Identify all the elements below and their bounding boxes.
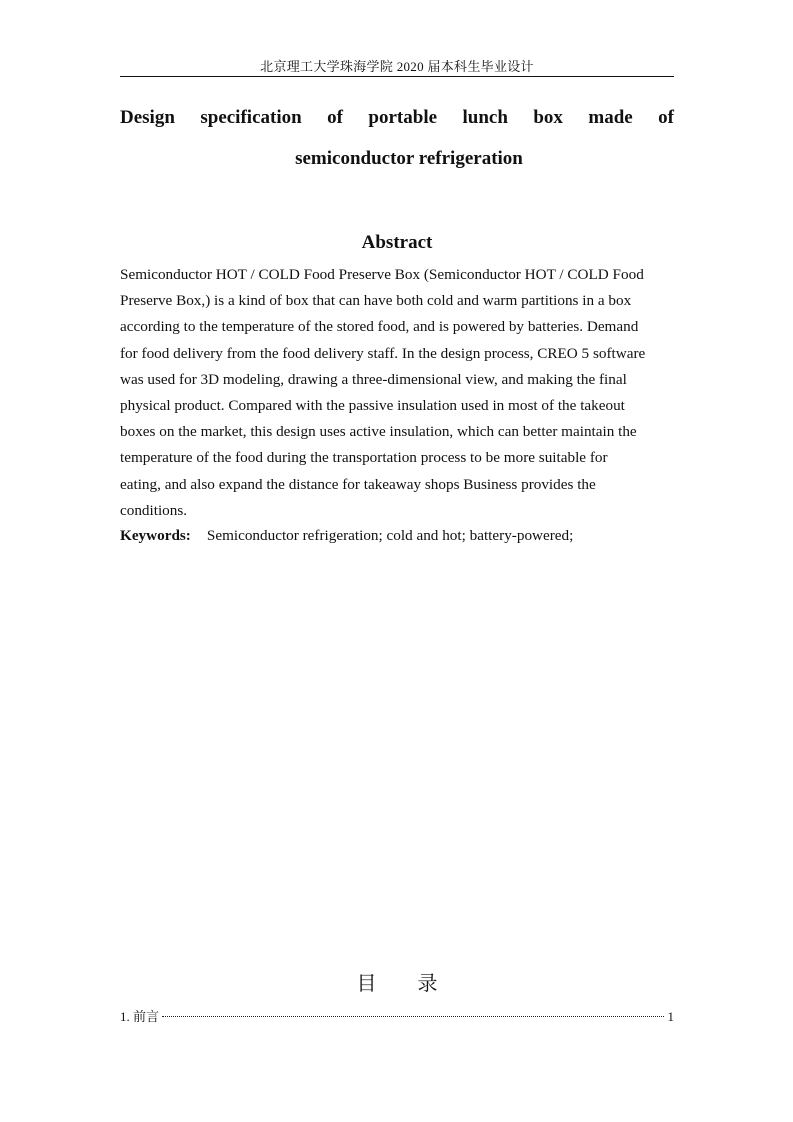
toc-leader-dots bbox=[162, 1016, 663, 1017]
title-word: of bbox=[658, 107, 674, 128]
keywords bbox=[120, 523, 674, 549]
title-word: Design bbox=[120, 107, 175, 128]
abstract-line: for food delivery from the food delivery staff. In the design process, CREO 5 software bbox=[120, 344, 646, 362]
title-word: lunch bbox=[462, 107, 508, 128]
title-line-2: semiconductor refrigeration bbox=[295, 148, 523, 169]
abstract-line: Preserve Box,) is a kind of box that can have both cold and warm partitions in a box bbox=[120, 292, 632, 310]
keywords-label: Keywords: bbox=[120, 527, 191, 544]
toc-entry[interactable] bbox=[120, 1007, 674, 1027]
abstract-line: was used for 3D modeling, drawing a three-dimensional view, and making the final bbox=[120, 370, 627, 388]
toc-entry-page: 1 bbox=[667, 1009, 674, 1024]
toc-entry-label: 1. 前言 bbox=[120, 1009, 160, 1024]
title-word: made bbox=[588, 107, 633, 128]
toc-heading: 目 录 bbox=[356, 973, 456, 995]
title-word: box bbox=[533, 107, 563, 128]
running-header: 北京理工大学珠海学院 2020 届本科生毕业设计 bbox=[260, 59, 534, 74]
title-word: portable bbox=[368, 107, 438, 128]
title-line-1 bbox=[120, 105, 674, 131]
title-word: specification bbox=[200, 107, 302, 128]
title-word: of bbox=[327, 107, 343, 128]
abstract-line: temperature of the food during the transportation process to be more suitable for bbox=[120, 449, 608, 467]
abstract-line: physical product. Compared with the passive insulation used in most of the takeout bbox=[120, 397, 625, 415]
abstract-line: according to the temperature of the stored food, and is powered by batteries. Demand bbox=[120, 318, 639, 336]
header-rule bbox=[120, 76, 674, 77]
abstract-line: eating, and also expand the distance for takeaway shops Business provides the bbox=[120, 475, 596, 493]
abstract-line: Semiconductor HOT / COLD Food Preserve Box (Semiconductor HOT / COLD Food bbox=[120, 266, 644, 283]
abstract-heading: Abstract bbox=[361, 232, 433, 253]
abstract-line: boxes on the market, this design uses active insulation, which can better maintain the bbox=[120, 423, 637, 441]
keywords-text: Semiconductor refrigeration; cold and hot; battery-powered; bbox=[206, 527, 574, 544]
abstract-line: conditions. bbox=[120, 501, 188, 519]
abstract-body bbox=[120, 262, 674, 524]
